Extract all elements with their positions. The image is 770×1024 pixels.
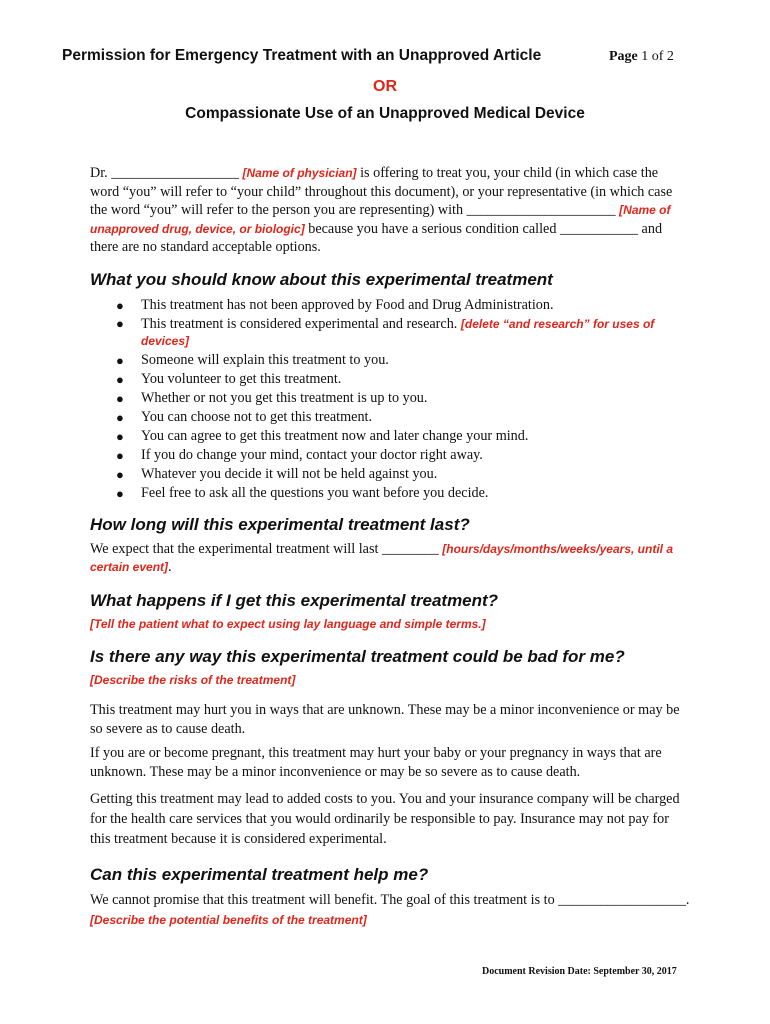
bullet-icon: ● [116,391,124,406]
bullet-icon: ● [116,353,124,368]
page-number [609,49,674,65]
or-label: OR [373,78,397,95]
heading-what-to-know: What you should know about this experimental treatment [90,270,553,289]
physician-name-note: [Name of physician] [242,166,357,180]
happens-note: [Tell the patient what to expect using lay language and simple terms.] [90,617,486,631]
list-item [116,427,686,446]
heading-help: Can this experimental treatment help me? [90,865,429,884]
bullet-icon: ● [116,429,124,444]
list-item [116,296,686,315]
risks-paragraph-3: Getting this treatment may lead to added costs to you. You and your insurance company will be charged for the health care services that you would ordinarily be responsible to pay. Insurance may not pay for this treatment because it is considered experimental. [90,791,680,847]
bullet-icon: ● [116,486,124,501]
bullet-text: Someone will explain this treatment to you. [141,352,389,368]
page-count: 1 of 2 [637,49,674,64]
document-title: Permission for Emergency Treatment with an Unapproved Article [62,47,542,64]
duration-paragraph [90,540,690,576]
list-item [116,351,686,370]
risks-note-paragraph [90,671,690,690]
bullet-icon: ● [116,448,124,463]
list-item [116,315,686,351]
bullet-text: Feel free to ask all the questions you want before you decide. [141,485,489,501]
bullet-icon: ● [116,298,124,313]
help-paragraph [90,890,690,930]
duration-note: [hours/days/months/weeks/years, until a certain event] [90,542,673,574]
list-item [116,484,686,503]
bullet-icon: ● [116,467,124,482]
article-name-note: [Name of unapproved drug, device, or biologic] [90,203,671,236]
devices-note: [delete “and research” for uses of devices] [141,317,655,348]
bullet-icon: ● [116,372,124,387]
risks-paragraph-2: If you are or become pregnant, this treatment may hurt your baby or your pregnancy in ways that are unknown. These may be a minor inconvenience or may be so severe as to cause death. [90,745,662,780]
list-item [116,408,686,427]
page-prefix: Page [609,49,638,64]
bullet-text: Whatever you decide it will not be held against you. [141,466,438,482]
intro-paragraph [90,164,690,257]
bullet-text: You can agree to get this treatment now and later change your mind. [141,428,529,444]
bullet-text: You volunteer to get this treatment. [141,371,342,387]
duration-text: We expect that the experimental treatment will last ________ [90,541,443,557]
risks-paragraph-1: This treatment may hurt you in ways that are unknown. These may be a minor inconvenience or may be so severe as to cause death. [90,702,680,737]
risks-note: [Describe the risks of the treatment] [90,673,296,687]
list-item [116,465,686,484]
intro-text-3: because you have a serious condition called ___________ and there are no standard acceptable options. [90,220,663,256]
bullet-text: If you do change your mind, contact your doctor right away. [141,447,483,463]
list-item [116,446,686,465]
list-item [116,370,686,389]
happens-paragraph [90,615,690,634]
duration-period: . [168,559,172,575]
bullet-text: You can choose not to get this treatment. [141,409,373,425]
title-row [0,47,770,71]
revision-date: Document Revision Date: September 30, 2017 [482,966,677,977]
bullet-text: This treatment has not been approved by Food and Drug Administration. [141,297,554,313]
bullet-text: This treatment is considered experimental and research. [141,316,461,332]
intro-text-2: is offering to treat you, your child (in which case the word “you” will refer to “your child” throughout this document), or your representative (in which case the word “you” will refer to the person you are representing) with _____________________ [90,165,673,219]
bullet-icon: ● [116,410,124,425]
help-text: We cannot promise that this treatment will benefit. The goal of this treatment is to __________________. [90,892,690,908]
list-item [116,389,686,408]
intro-text-1: Dr. __________________ [90,165,243,181]
heading-what-happens: What happens if I get this experimental treatment? [90,591,499,610]
document-subtitle: Compassionate Use of an Unapproved Medical Device [185,105,585,122]
bullet-text: Whether or not you get this treatment is up to you. [141,390,428,406]
benefits-note: [Describe the potential benefits of the treatment] [90,913,367,927]
heading-risks: Is there any way this experimental treatment could be bad for me? [90,647,625,666]
know-bullet-list [116,296,686,503]
heading-how-long: How long will this experimental treatment last? [90,515,470,534]
bullet-icon: ● [116,316,124,331]
